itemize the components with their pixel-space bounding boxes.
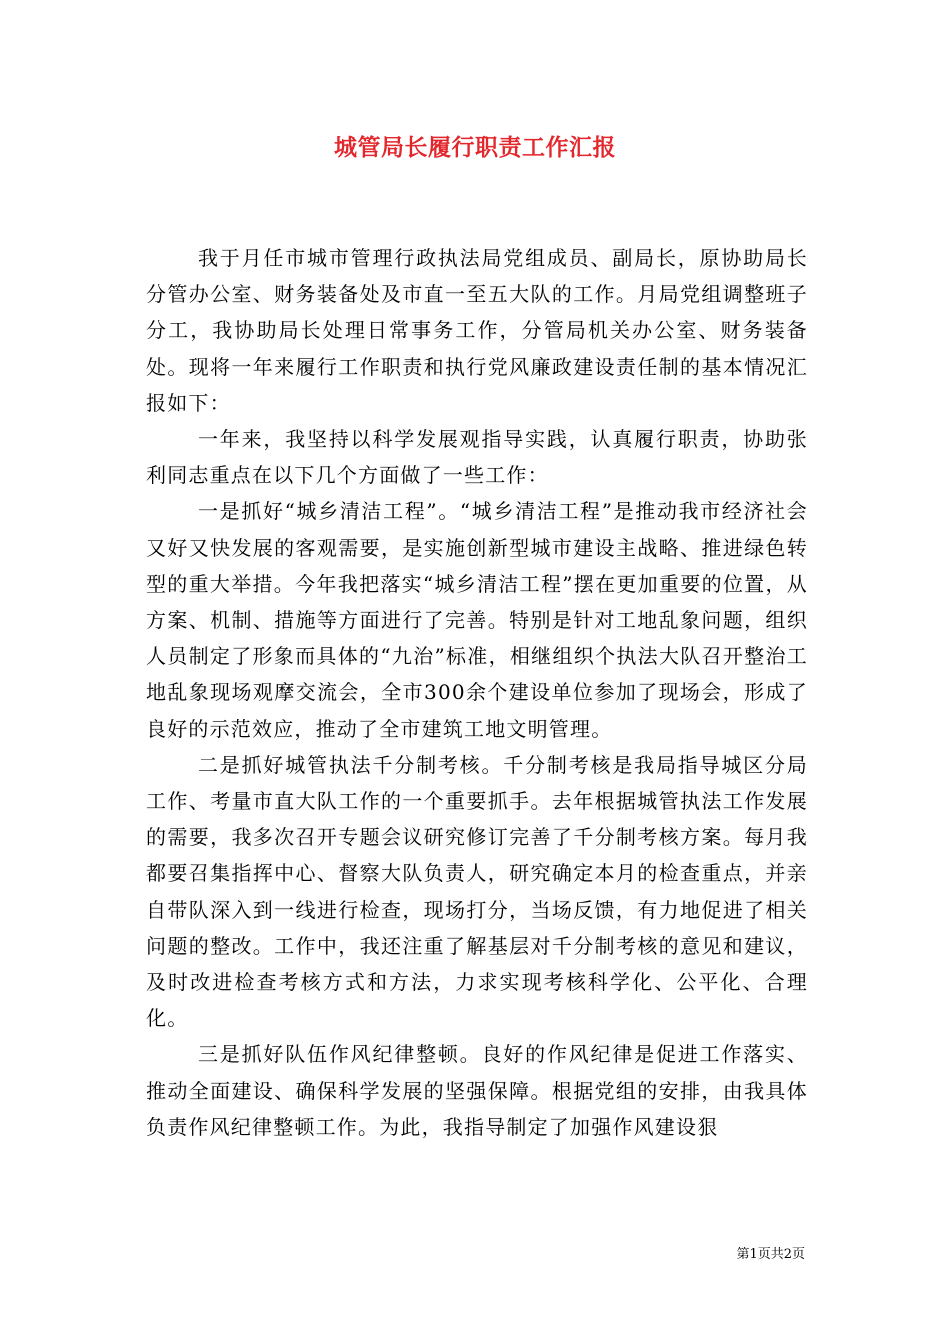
page-number: 第1页共2页 [736, 1247, 805, 1262]
paragraph-discipline: 三是抓好队伍作风纪律整顿。良好的作风纪律是促进工作落实、推动全面建设、确保科学发展的坚强保障。根据党组的安排，由我具体负责作风纪律整顿工作。为此，我指导制定了加强作风建设狠 [146, 1042, 808, 1139]
paragraph-overview: 一年来，我坚持以科学发展观指导实践，认真履行职责，协助张利同志重点在以下几个方面做了一些工作： [146, 427, 808, 488]
paragraph-assessment: 二是抓好城管执法千分制考核。千分制考核是我局指导城区分局工作、考量市直大队工作的一个重要抓手。去年根据城管执法工作发展的需要，我多次召开专题会议研究修订完善了千分制考核方案。每月我都要召集指挥中心、督察大队负责人，研究确定本月的检查重点，并亲自带队深入到一线进行检查，现场打分，当场反馈，有力地促进了相关问题的整改。工作中，我还注重了解基层对千分制考核的意见和建议，及时改进检查考核方式和方法，力求实现考核科学化、公平化、合理化。 [146, 752, 808, 1031]
document-body [146, 240, 808, 1145]
paragraph-intro: 我于月任市城市管理行政执法局党组成员、副局长，原协助局长分管办公室、财务装备处及市直一至五大队的工作。月局党组调整班子分工，我协助局长处理日常事务工作，分管局机关办公室、财务装备处。现将一年来履行工作职责和执行党风廉政建设责任制的基本情况汇报如下： [146, 246, 808, 415]
paragraph-clean-project: 一是抓好“城乡清洁工程”。“城乡清洁工程”是推动我市经济社会又好又快发展的客观需要，是实施创新型城市建设主战略、推进绿色转型的重大举措。今年我把落实“城乡清洁工程”摆在更加重要的位置，从方案、机制、措施等方面进行了完善。特别是针对工地乱象问题，组织人员制定了形象而具体的“九治”标准，相继组织个执法大队召开整治工地乱象现场观摩交流会，全市300余个建设单位参加了现场会，形成了良好的示范效应，推动了全市建筑工地文明管理。 [146, 499, 808, 741]
document-title: 城管局长履行职责工作汇报 [334, 134, 616, 161]
